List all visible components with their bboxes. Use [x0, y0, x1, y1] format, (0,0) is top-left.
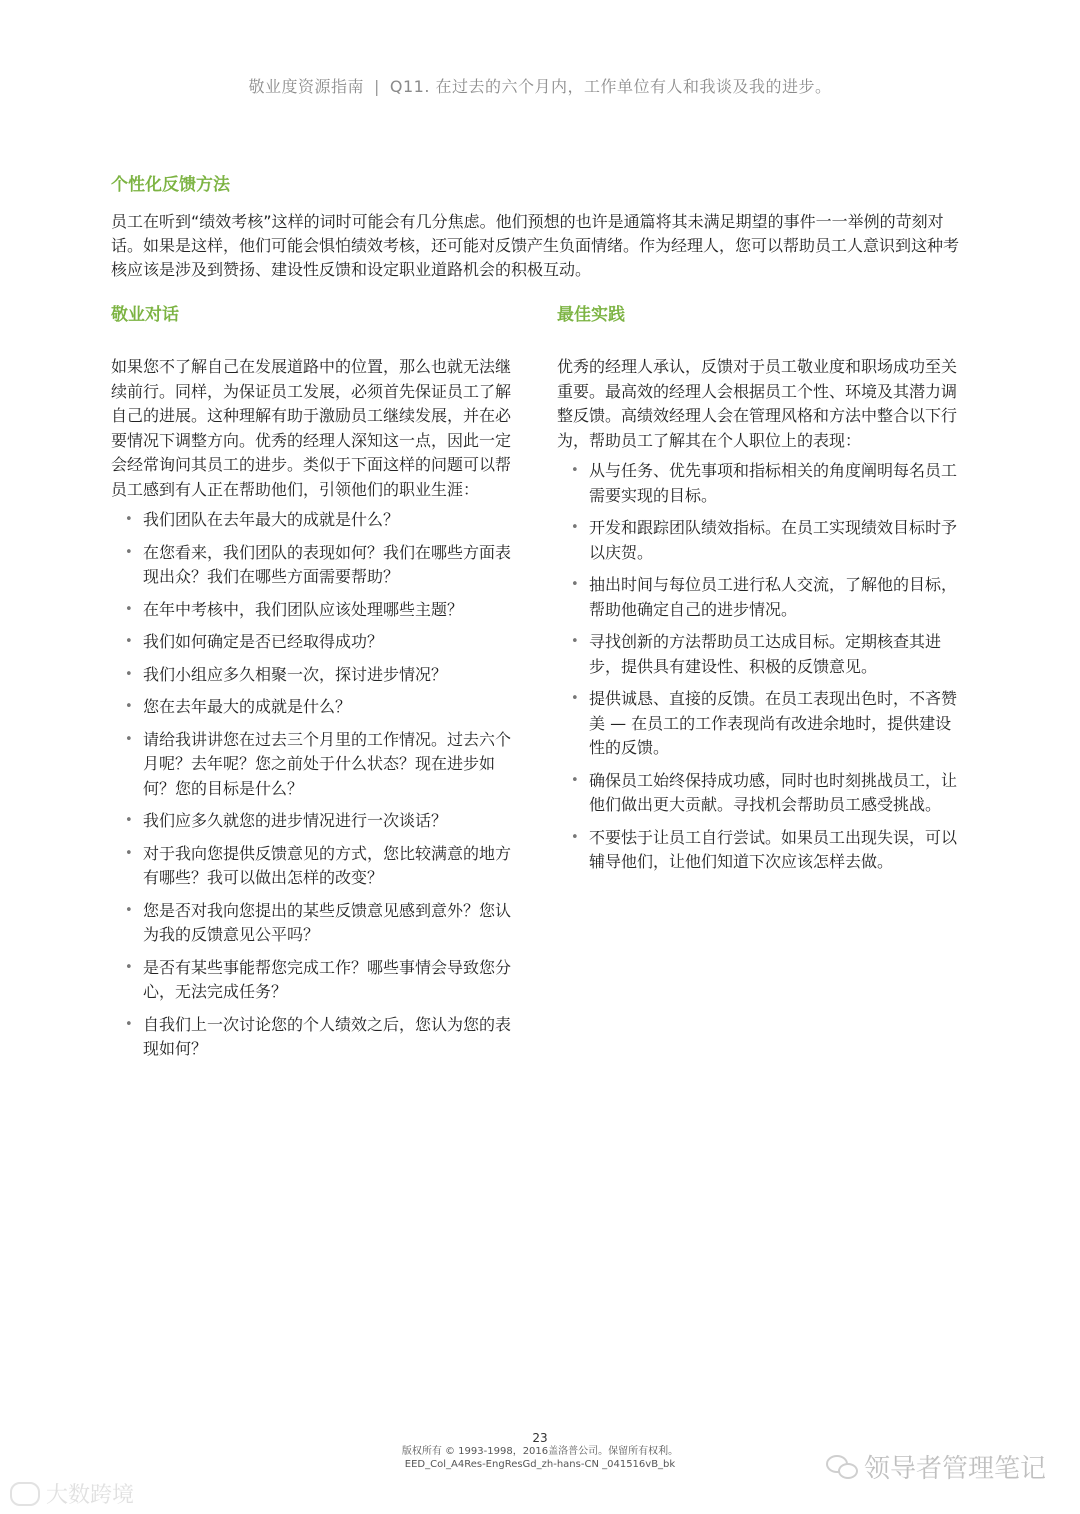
- section-title: 个性化反馈方法: [111, 175, 230, 195]
- intro-paragraph: 员工在听到“绩效考核”这样的词时可能会有几分焦虑。他们预想的也许是通篇将其未满足期望的事件一一举例的苛刻对话。如果是这样，他们可能会惧怕绩效考核，还可能对反馈产生负面情绪。作为经理人，您可以帮助员工人意识到这种考核应该是涉及到赞扬、建设性反馈和设定职业道路机会的积极互动。: [111, 212, 960, 279]
- right-column-heading: 最佳实践: [557, 305, 625, 325]
- header-question: Q11. 在过去的六个月内，工作单位有人和我谈及我的进步。: [389, 77, 832, 96]
- watermark-logo-icon: [10, 1482, 40, 1506]
- watermark-left: [10, 1478, 134, 1509]
- list-item: • 我们应多久就您的进步情况进行一次谈话？: [111, 809, 521, 834]
- list-item: • 开发和跟踪团队绩效指标。在员工实现绩效目标时予以庆贺。: [557, 516, 967, 565]
- list-item: • 寻找创新的方法帮助员工达成目标。定期核查其进步，提供具有建设性、积极的反馈意见。: [557, 630, 967, 679]
- list-item: • 我们小组应多久相聚一次，探讨进步情况？: [111, 663, 521, 688]
- document-code: EED_Col_A4Res-EngResGd_zh-hans-CN _041516vB_bk: [404, 1459, 676, 1470]
- list-item: • 我们如何确定是否已经取得成功？: [111, 630, 521, 655]
- watermark-right-text: 领导者管理笔记: [863, 1454, 1046, 1484]
- page-number: 23: [532, 1431, 548, 1445]
- left-column-heading: 敬业对话: [111, 305, 179, 325]
- list-item: • 抽出时间与每位员工进行私人交流，了解他的目标，帮助他确定自己的进步情况。: [557, 573, 967, 622]
- watermark-left-text: 大数跨境: [46, 1483, 135, 1508]
- watermark-right: [826, 1448, 1046, 1485]
- right-column: [557, 300, 967, 883]
- list-item: • 是否有某些事能帮您完成工作？哪些事情会导致您分心，无法完成任务？: [111, 956, 521, 1005]
- list-item: • 我们团队在去年最大的成就是什么？: [111, 508, 521, 533]
- right-column-paragraph: 优秀的经理人承认，反馈对于员工敬业度和职场成功至关重要。最高效的经理人会根据员工个性、环境及其潜力调整反馈。高绩效经理人会在管理风格和方法中整合以下行为，帮助员工了解其在个人职位上的表现：: [557, 357, 958, 450]
- copyright-line: 版权所有 © 1993-1998，2016盖洛普公司。保留所有权利。: [401, 1446, 679, 1457]
- list-item: • 在年中考核中，我们团队应该处理哪些主题？: [111, 598, 521, 623]
- header-separator: |: [373, 77, 380, 96]
- list-item: • 确保员工始终保持成功感，同时也时刻挑战员工，让他们做出更大贡献。寻找机会帮助员工感受挑战。: [557, 769, 967, 818]
- left-question-list: [111, 508, 521, 1062]
- header-guide-name: 敬业度资源指南: [248, 77, 364, 96]
- list-item: • 在您看来，我们团队的表现如何？我们在哪些方面表现出众？我们在哪些方面需要帮助？: [111, 541, 521, 590]
- left-column-paragraph: 如果您不了解自己在发展道路中的位置，那么也就无法继续前行。同样，为保证员工发展，必须首先保证员工了解自己的进展。这种理解有助于激励员工继续发展，并在必要情况下调整方向。优秀的经理人深知这一点，因此一定会经常询问其员工的进步。类似于下面这样的问题可以帮员工感到有人正在帮助他们，引领他们的职业生涯：: [111, 357, 512, 499]
- list-item: • 您在去年最大的成就是什么？: [111, 695, 521, 720]
- left-column: [111, 300, 521, 1070]
- list-item: • 请给我讲讲您在过去三个月里的工作情况。过去六个月呢？去年呢？您之前处于什么状态？现在进步如何？您的目标是什么？: [111, 728, 521, 802]
- list-item: • 提供诚恳、直接的反馈。在员工表现出色时，不吝赞美 — 在员工的工作表现尚有改进余地时，提供建设性的反馈。: [557, 687, 967, 761]
- list-item: • 不要怯于让员工自行尝试。如果员工出现失误，可以辅导他们，让他们知道下次应该怎样去做。: [557, 826, 967, 875]
- list-item: • 从与任务、优先事项和指标相关的角度阐明每名员工需要实现的目标。: [557, 459, 967, 508]
- list-item: • 对于我向您提供反馈意见的方式，您比较满意的地方有哪些？我可以做出怎样的改变？: [111, 842, 521, 891]
- page-header: [0, 74, 1080, 97]
- list-item: • 您是否对我向您提出的某些反馈意见感到意外？您认为我的反馈意见公平吗？: [111, 899, 521, 948]
- list-item: • 自我们上一次讨论您的个人绩效之后，您认为您的表现如何？: [111, 1013, 521, 1062]
- wechat-icon: [826, 1455, 856, 1479]
- best-practice-list: [557, 459, 967, 875]
